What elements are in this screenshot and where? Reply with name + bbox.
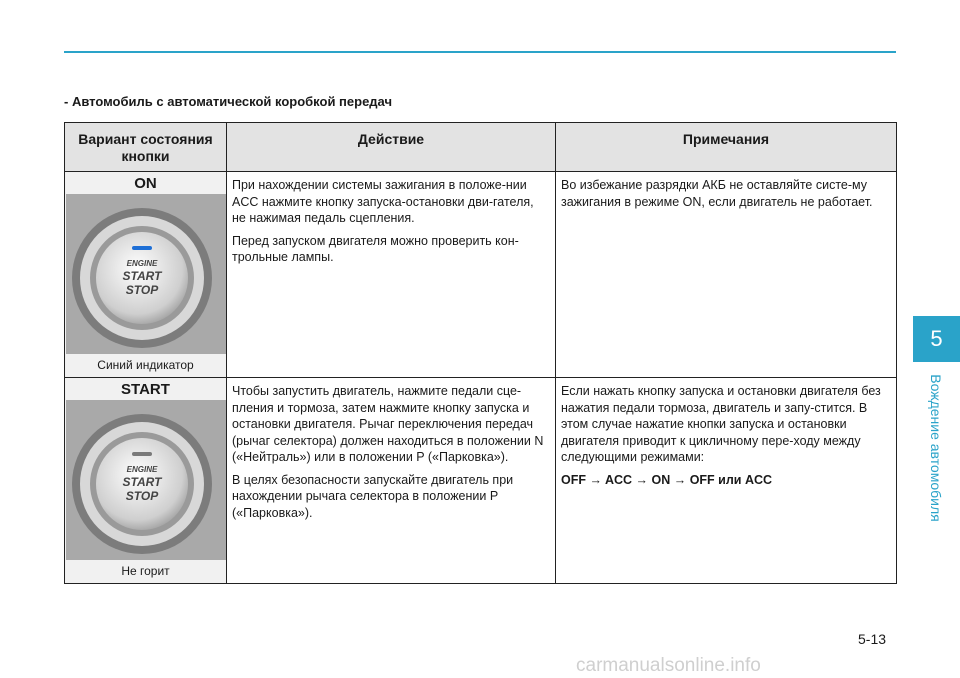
button-text-start: START <box>122 475 161 489</box>
action-text: В целях безопасности запускайте двигатель при нахождении рычага селектора в положении P («Парковка»). <box>232 472 514 520</box>
button-text-engine: ENGINE <box>126 259 157 268</box>
header-state: Вариант состояния кнопки <box>65 123 227 172</box>
table-row <box>65 172 897 378</box>
mode-sequence: OFF → ACC → ON → OFF или ACC <box>561 472 773 487</box>
action-cell <box>227 378 556 584</box>
state-cell <box>65 378 227 584</box>
section-title: - Автомобиль с автоматической коробкой передач <box>64 94 393 109</box>
indicator-light <box>132 246 152 250</box>
page-number: 5-13 <box>858 631 887 647</box>
button-text-start: START <box>122 269 161 283</box>
header-action: Действие <box>227 123 556 172</box>
engine-start-button-image <box>66 194 226 354</box>
ignition-modes-table <box>64 122 897 584</box>
action-text: Перед запуском двигателя можно проверить кон-трольные лампы. <box>232 233 519 264</box>
chapter-label: Вождение автомобиля <box>928 374 944 522</box>
notes-cell <box>556 172 897 378</box>
button-text-engine: ENGINE <box>126 465 157 474</box>
indicator-caption: Не горит <box>121 564 170 578</box>
action-text: При нахождении системы зажигания в положе-нии ACC нажмите кнопку запуска-остановки дви-гателя, не нажимая педаль сцепления. <box>232 178 534 225</box>
state-label: ON <box>134 175 157 192</box>
engine-start-button-image <box>66 400 226 560</box>
action-text: Чтобы запустить двигатель, нажмите педали сце-пления и тормоза, затем нажмите кнопку запуска и остановки двигателя. Рычаг переключения передач (рычаг селектора) должен находиться в положении N («Нейтраль») или в положении P («Парковка»). <box>232 384 544 464</box>
chapter-number-tab: 5 <box>913 316 960 362</box>
table-row <box>65 378 897 584</box>
button-text-stop: STOP <box>125 283 158 297</box>
state-cell <box>65 172 227 378</box>
watermark: carmanualsonline.info <box>576 655 761 676</box>
notes-text: Во избежание разрядки АКБ не оставляйте систе-му зажигания в режиме ON, если двигатель не работает. <box>561 178 873 209</box>
button-text-stop: STOP <box>125 489 158 503</box>
notes-cell <box>556 378 897 584</box>
indicator-caption: Синий индикатор <box>97 358 194 372</box>
indicator-light <box>132 452 152 456</box>
state-label: START <box>121 381 170 398</box>
top-rule <box>64 51 896 53</box>
header-notes: Примечания <box>556 123 897 172</box>
table-header-row <box>65 123 897 172</box>
notes-text: Если нажать кнопку запуска и остановки двигателя без нажатия педали тормоза, двигатель и запу-стится. В этом случае нажатие кнопки запуска и остановки двигателя приводит к цикличному пере-ходу между следующими режимами: <box>561 384 881 464</box>
action-cell <box>227 172 556 378</box>
